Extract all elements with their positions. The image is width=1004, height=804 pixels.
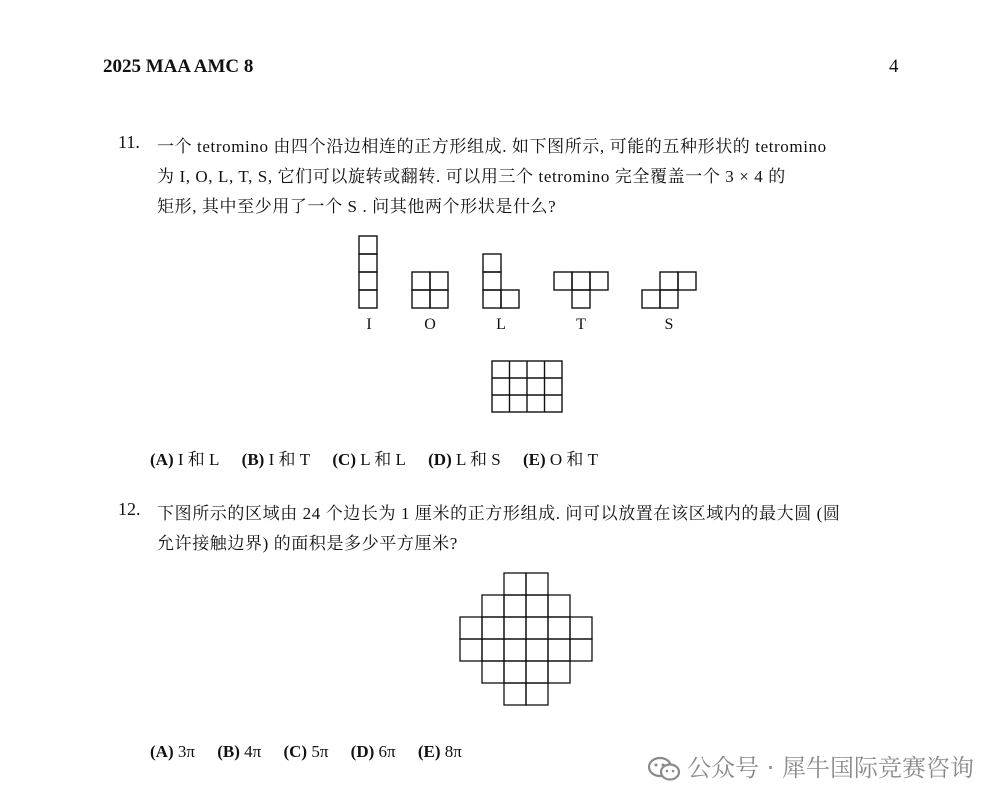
q11-number: 11. xyxy=(118,132,140,152)
wechat-icon xyxy=(647,755,681,783)
tetromino-o-shape xyxy=(412,272,448,308)
q12-line-2: 允许接触边界) 的面积是多少平方厘米? xyxy=(157,534,458,553)
watermark xyxy=(647,748,974,783)
tetromino-s-shape xyxy=(642,272,696,308)
q11-choices xyxy=(150,445,616,470)
tetromino-t-shape xyxy=(554,272,608,308)
q11-choice-a[interactable]: (A) I 和 L xyxy=(150,450,220,469)
tetromino-o-label: O xyxy=(424,316,436,333)
watermark-text: 公众号 · 犀牛国际竞赛咨询 xyxy=(687,754,974,782)
tetromino-l-label: L xyxy=(496,316,506,333)
q12-choice-c[interactable]: (C) 5π xyxy=(283,742,329,761)
tetromino-i-shape xyxy=(359,236,377,308)
q12-choice-e[interactable]: (E) 8π xyxy=(417,742,462,761)
q12-choice-a[interactable]: (A) 3π xyxy=(150,742,195,761)
q11-choice-b[interactable]: (B) I 和 T xyxy=(241,450,311,469)
q12-line-1: 下图所示的区域由 24 个边长为 1 厘米的正方形组成. 问可以放置在该区域内的最大圆 (圆 xyxy=(157,504,841,523)
q11-choice-e[interactable]: (E) O 和 T xyxy=(522,450,599,469)
q11-choice-d[interactable]: (D) L 和 S xyxy=(428,450,501,469)
q11-line-1: 一个 tetromino 由四个沿边相连的正方形组成. 如下图所示, 可能的五种形状的 tetromino xyxy=(157,137,827,156)
q11-line-2: 为 I, O, L, T, S, 它们可以旋转或翻转. 可以用三个 tetromino 完全覆盖一个 3 × 4 的 xyxy=(157,167,786,186)
q12-number: 12. xyxy=(118,499,141,519)
tetromino-t-label: T xyxy=(576,316,586,333)
tetromino-i-label: I xyxy=(366,316,372,333)
rectangle-3x4-grid xyxy=(492,361,562,412)
q12-choice-d[interactable]: (D) 6π xyxy=(350,742,396,761)
q12-choice-b[interactable]: (B) 4π xyxy=(217,742,262,761)
tetromino-s-label: S xyxy=(664,316,674,333)
q12-region-grid xyxy=(460,573,592,705)
header-title: 2025 MAA AMC 8 xyxy=(103,56,254,77)
tetromino-l-shape xyxy=(483,254,519,308)
q12-choices xyxy=(150,742,480,762)
q11-choice-c[interactable]: (C) L 和 L xyxy=(332,450,406,469)
page-number: 4 xyxy=(889,56,899,77)
q11-line-3: 矩形, 其中至少用了一个 S . 问其他两个形状是什么? xyxy=(157,197,557,216)
